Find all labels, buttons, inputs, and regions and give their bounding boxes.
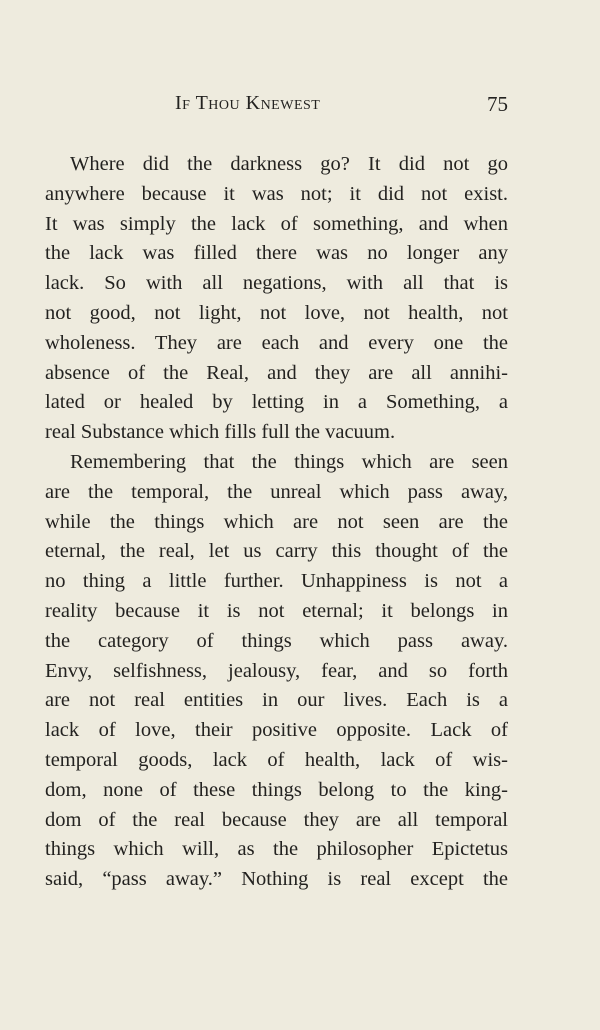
text-line: while the things which are not seen are the	[45, 510, 508, 533]
text-line: absence of the Real, and they are all annihi-	[45, 361, 508, 384]
text-line: lack of love, their positive opposite. Lack of	[45, 719, 508, 742]
text-line: Where did the darkness go? It did not go	[70, 153, 508, 175]
text-line: Envy, selfishness, jealousy, fear, and so forth	[45, 659, 508, 682]
text-line: are not real entities in our lives. Each is a	[45, 689, 508, 712]
text-line: no thing a little further. Unhappiness is not a	[45, 570, 508, 593]
text-line: things which will, as the philosopher Epictetus	[45, 838, 508, 861]
page-header	[45, 92, 508, 122]
text-line: not good, not light, not love, not health, not	[45, 301, 508, 324]
paragraph	[45, 150, 508, 448]
text-line: reality because it is not eternal; it belongs in	[45, 599, 508, 622]
text-line: It was simply the lack of something, and when	[45, 212, 508, 235]
text-line: temporal goods, lack of health, lack of wis-	[45, 748, 508, 771]
text-line: dom of the real because they are all temporal	[45, 808, 508, 831]
text-line: the category of things which pass away.	[45, 629, 508, 652]
text-line: anywhere because it was not; it did not exist.	[45, 182, 508, 205]
text-line: wholeness. They are each and every one the	[45, 331, 508, 354]
text-line: lack. So with all negations, with all that is	[45, 272, 508, 295]
body-text	[45, 150, 508, 895]
page-number: 75	[487, 92, 508, 116]
text-line: said, “pass away.” Nothing is real except the	[45, 868, 508, 891]
paragraph	[45, 448, 508, 895]
text-line: eternal, the real, let us carry this thought of the	[45, 540, 508, 563]
text-line: real Substance which fills full the vacuum.	[45, 421, 396, 444]
text-line: Remembering that the things which are seen	[70, 450, 508, 473]
running-title: If Thou Knewest	[175, 92, 321, 114]
text-line: the lack was filled there was no longer any	[45, 242, 508, 265]
text-line: are the temporal, the unreal which pass away,	[45, 480, 508, 503]
text-line: dom, none of these things belong to the king-	[45, 778, 508, 801]
text-line: lated or healed by letting in a Something, a	[45, 391, 508, 414]
